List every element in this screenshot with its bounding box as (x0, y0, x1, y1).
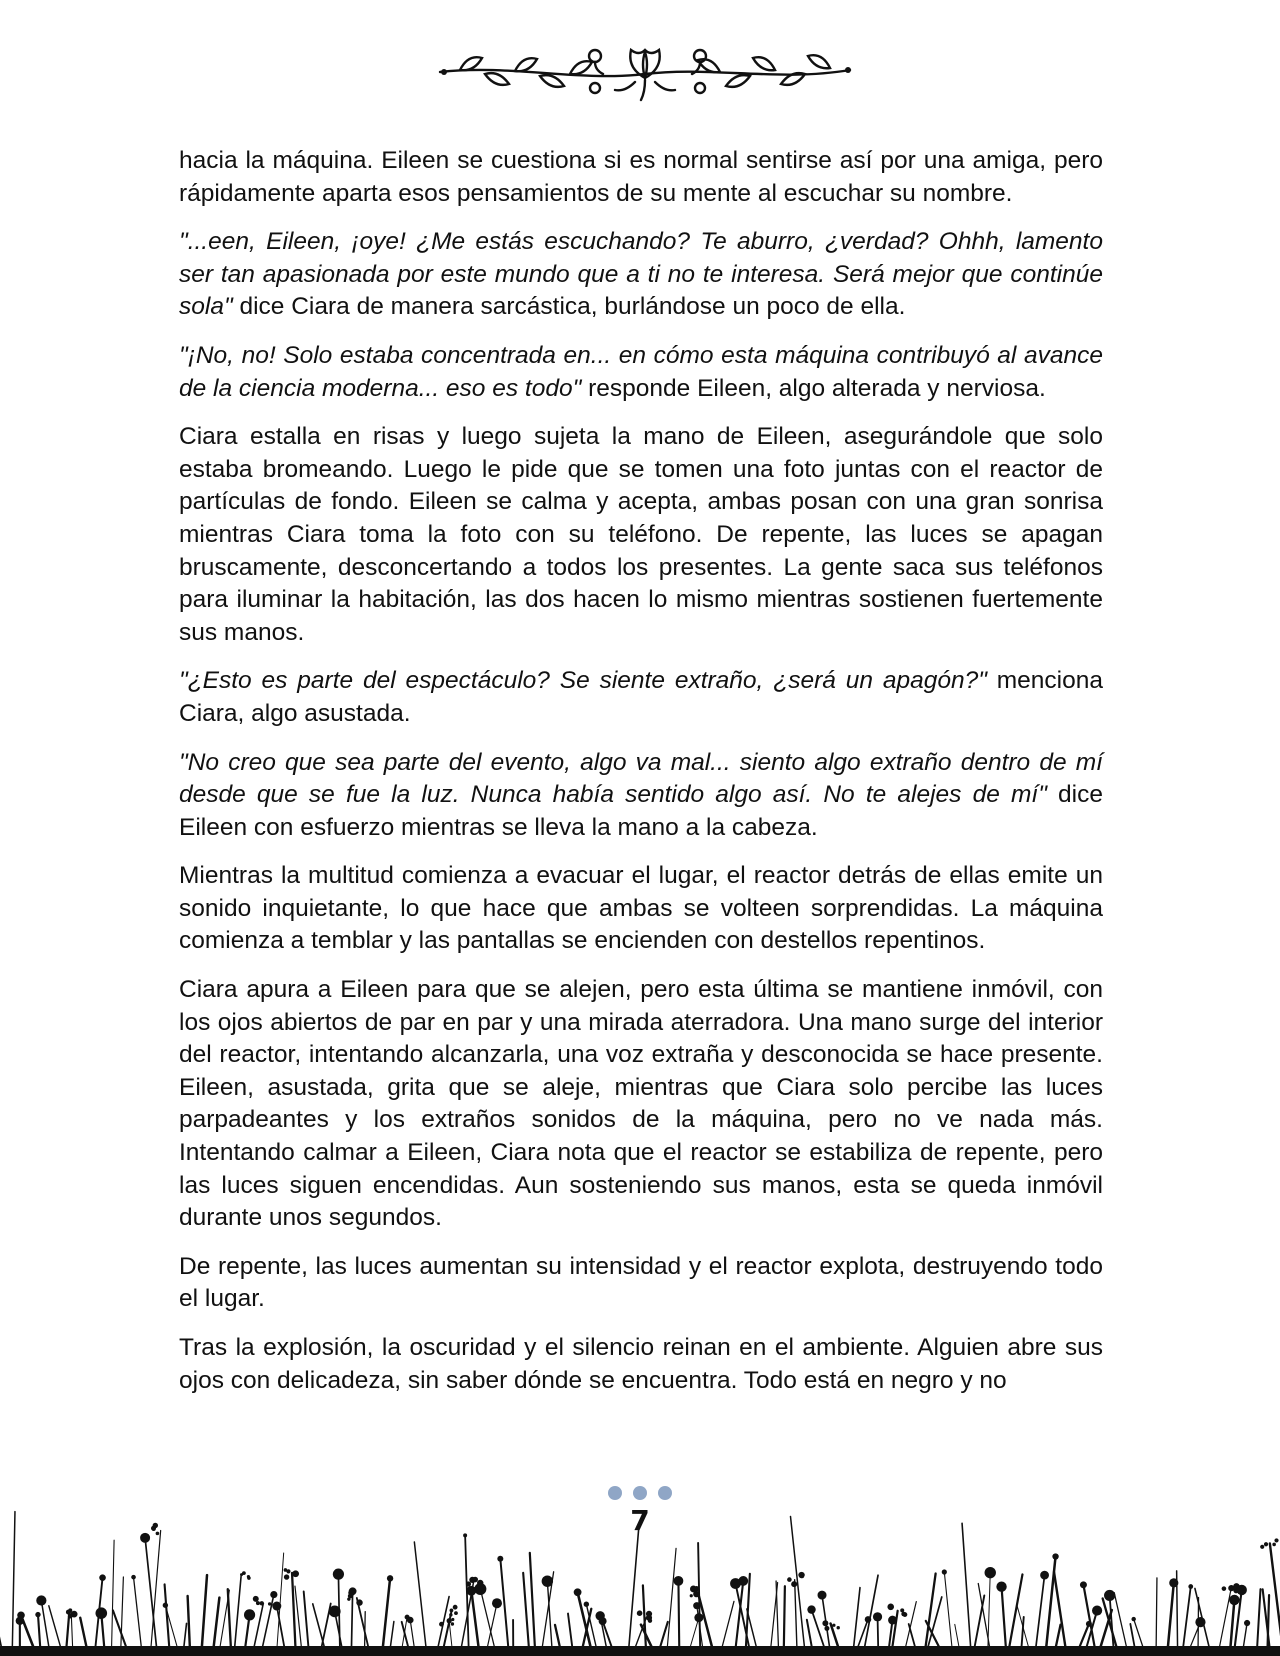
paragraph-10 (179, 1332, 1103, 1397)
paragraph-5 (179, 665, 1103, 730)
dot (608, 1486, 622, 1500)
paragraph-6 (179, 747, 1103, 845)
dialogue: "¿Esto es parte del espectáculo? Se siente extraño, ¿será un apagón?" (179, 667, 987, 695)
narration: responde Eileen, algo alterada y nerviosa. (581, 374, 1046, 402)
narration: Mientras la multitud comienza a evacuar el lugar, el reactor detrás de ellas emite un sonido inquietante, lo que hace que ambas se volteen sorprendidas. La máquina comienza a temblar y las pantallas se encienden con destellos repentinos. (179, 862, 1103, 955)
page-dots (0, 1486, 1280, 1500)
narration: hacia la máquina. Eileen se cuestiona si es normal sentirse así por una amiga, pero rápidamente aparta esos pensamientos de su mente al escuchar su nombre. (179, 147, 1103, 207)
wildflower-grass-border (0, 1500, 1280, 1656)
paragraph-1 (179, 145, 1103, 210)
narration: Ciara apura a Eileen para que se alejen, pero esta última se mantiene inmóvil, con los ojos abiertos de par en par y una mirada aterradora. Una mano surge del interior del reactor, intentando alcanzarla, una voz extraña y desconocida se hace presente. Eileen, asustada, grita que se aleje, mientras que Ciara solo percibe las luces parpadeantes y los extraños sonidos de la máquina, pero no ve nada más. Intentando calmar a Eileen, Ciara nota que el reactor se estabiliza de repente, pero las luces siguen encendidas. Aun sosteniendo sus manos, esta se queda inmóvil durante unos segundos. (179, 976, 1103, 1232)
paragraph-2 (179, 226, 1103, 324)
paragraph-7 (179, 860, 1103, 958)
dialogue: "¡No, no! Solo estaba concentrada en... en cómo esta máquina contribuyó al avance de la ciencia moderna... eso es todo" (179, 341, 1103, 402)
dialogue: "...een, Eileen, ¡oye! ¿Me estás escuchando? Te aburro, ¿verdad? Ohhh, lamento ser tan apasionada por este mundo que a ti no te interesa. Será mejor que continúe sola" (179, 228, 1103, 321)
floral-vine-ornament (430, 38, 860, 108)
paragraph-9 (179, 1251, 1103, 1316)
dialogue: "No creo que sea parte del evento, algo va mal... siento algo extraño dentro de mí desde que se fue la luz. Nunca había sentido algo así. No te alejes de mí" (179, 748, 1103, 809)
narration: Tras la explosión, la oscuridad y el silencio reinan en el ambiente. Alguien abre sus ojos con delicadeza, sin saber dónde se encuentra. Todo está en negro y no (179, 1334, 1103, 1394)
paragraph-3 (179, 340, 1103, 405)
paragraph-4 (179, 421, 1103, 649)
story-text (179, 145, 1103, 1413)
paragraph-8 (179, 974, 1103, 1235)
narration: menciona Ciara, algo asustada. (179, 667, 1103, 727)
narration: De repente, las luces aumentan su intensidad y el reactor explota, destruyendo todo el lugar. (179, 1252, 1103, 1313)
dot (633, 1486, 647, 1500)
narration: dice Eileen con esfuerzo mientras se lleva la mano a la cabeza. (179, 781, 1103, 841)
narration: Ciara estalla en risas y luego sujeta la mano de Eileen, asegurándole que solo estaba bromeando. Luego le pide que se tomen una foto juntas con el reactor de partículas de fondo. Eileen se calma y acepta, ambas posan con una gran sonrisa mientras Ciara toma la foto con su teléfono. De repente, las luces se apagan bruscamente, desconcertando a todos los presentes. La gente saca sus teléfonos para iluminar la habitación, las dos hacen lo mismo mientras sostienen fuertemente sus manos. (179, 423, 1103, 646)
narration: dice Ciara de manera sarcástica, burlándose un poco de ella. (232, 293, 906, 321)
dot (658, 1486, 672, 1500)
page-number: 7 (630, 1504, 650, 1537)
